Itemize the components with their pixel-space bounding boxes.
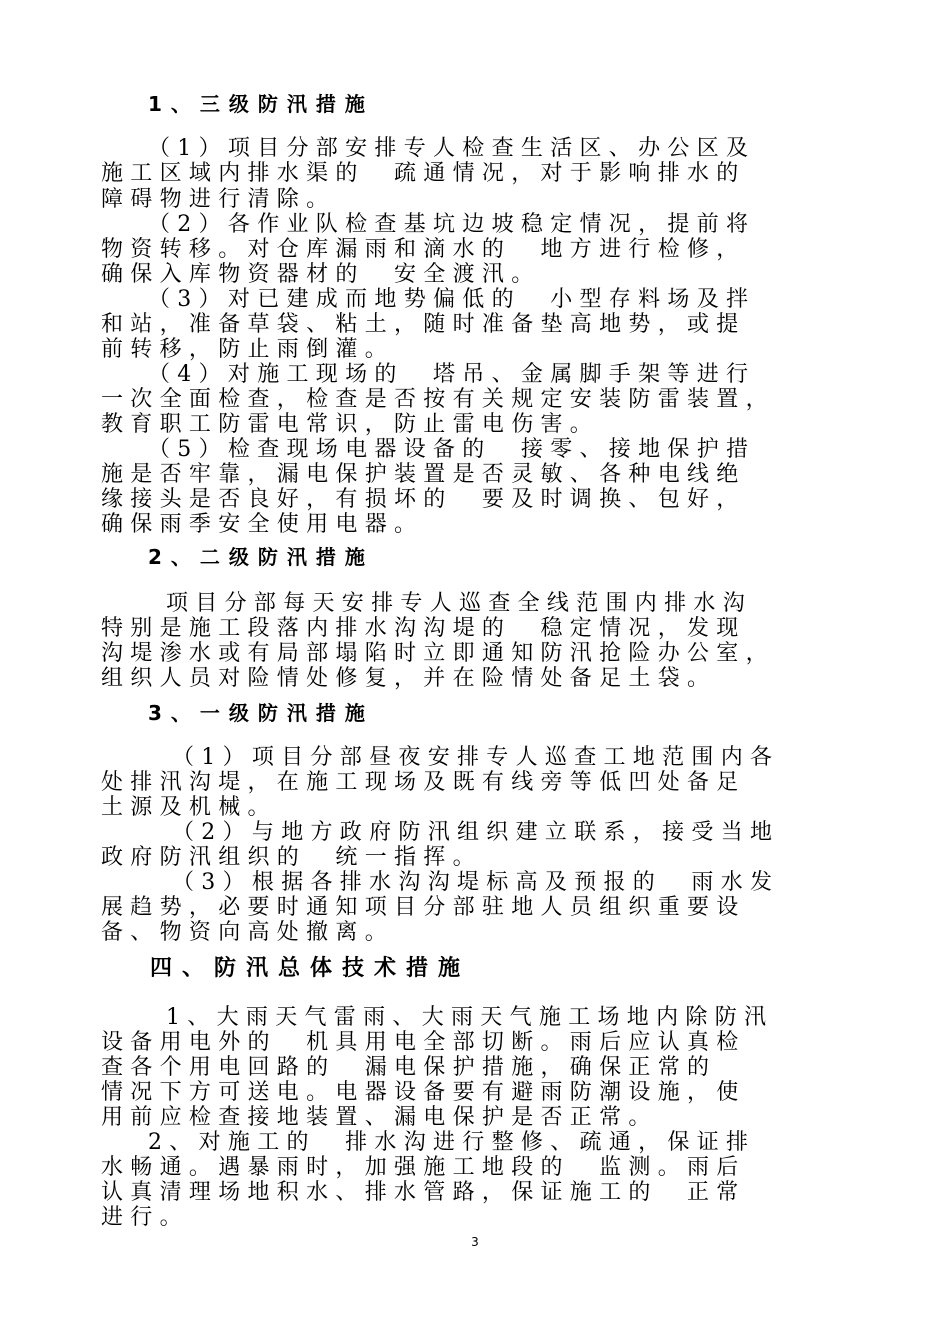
paragraph-line: 用前应检查接地装置、漏电保护是否正常。 [101, 1105, 658, 1130]
paragraph-line: 沟堤渗水或有局部塌陷时立即通知防汛抢险办公室， [101, 641, 775, 666]
paragraph-line: 一次全面检查，检查是否按有关规定安装防雷装置， [101, 387, 775, 412]
paragraph-line: 备、物资向高处撤离。 [101, 920, 395, 945]
paragraph-line: 物资转移。对仓库漏雨和滴水的 地方进行检修， [101, 237, 746, 262]
paragraph-line: 政府防汛组织的 统一指挥。 [101, 845, 482, 870]
paragraph-line: 展趋势，必要时通知项目分部驻地人员组织重要设 [101, 895, 746, 920]
paragraph-line: （1）项目分部昼夜安排专人巡查工地范围内各 [172, 745, 780, 770]
paragraph-line: 施工区域内排水渠的 疏通情况，对于影响排水的 [101, 161, 746, 186]
paragraph-line: 障碍物进行清除。 [101, 187, 336, 212]
paragraph-line: 前转移，防止雨倒灌。 [101, 337, 395, 362]
paragraph-line: 组织人员对险情处修复，并在险情处备足土袋。 [101, 666, 717, 691]
paragraph-line: 特别是施工段落内排水沟沟堤的 稳定情况，发现 [101, 616, 746, 641]
paragraph-line: 认真清理场地积水、排水管路，保证施工的 正常 [101, 1180, 746, 1205]
paragraph-line: 1、大雨天气雷雨、大雨天气施工场地内除防汛 [166, 1005, 774, 1030]
paragraph-line: 土源及机械。 [101, 795, 277, 820]
paragraph-line: 进行。 [101, 1205, 189, 1230]
paragraph-line: 水畅通。遇暴雨时，加强施工地段的 监测。雨后 [101, 1155, 746, 1180]
paragraph-line: 和站，准备草袋、粘土，随时准备垫高地势，或提 [101, 312, 746, 337]
paragraph-line: （2）各作业队检查基坑边坡稳定情况，提前将 [148, 212, 756, 237]
paragraph-line: 缘接头是否良好，有损坏的 要及时调换、包好， [101, 487, 746, 512]
paragraph-line: 施是否牢靠，漏电保护装置是否灵敏、各种电线绝 [101, 462, 746, 487]
section-heading-1: 1、三级防汛措施 [148, 92, 374, 116]
section-heading-4: 四、防汛总体技术措施 [150, 956, 471, 981]
paragraph-line: 设备用电外的 机具用电全部切断。雨后应认真检 [101, 1030, 746, 1055]
paragraph-line: 查各个用电回路的 漏电保护措施，确保正常的 [101, 1055, 717, 1080]
paragraph-line: 确保入库物资器材的 安全渡汛。 [101, 262, 541, 287]
paragraph-line: 2、对施工的 排水沟进行整修、疏通，保证排 [148, 1130, 756, 1155]
paragraph-line: 情况下方可送电。电器设备要有避雨防潮设施，使 [101, 1080, 746, 1105]
paragraph-line: （1）项目分部安排专人检查生活区、办公区及 [148, 136, 756, 161]
paragraph-line: （2）与地方政府防汛组织建立联系，接受当地 [172, 820, 780, 845]
paragraph-line: （3）根据各排水沟沟堤标高及预报的 雨水发 [172, 870, 780, 895]
paragraph-line: （5）检查现场电器设备的 接零、接地保护措 [148, 437, 756, 462]
paragraph-line: （4）对施工现场的 塔吊、金属脚手架等进行 [148, 362, 756, 387]
page-number: 3 [471, 1235, 479, 1249]
paragraph-line: 确保雨季安全使用电器。 [101, 512, 424, 537]
paragraph-line: 项目分部每天安排专人巡查全线范围内排水沟 [166, 591, 753, 616]
section-heading-3: 3、一级防汛措施 [148, 701, 374, 725]
paragraph-line: 教育职工防雷电常识，防止雷电伤害。 [101, 412, 600, 437]
section-heading-2: 2、二级防汛措施 [148, 545, 374, 569]
paragraph-line: 处排汛沟堤，在施工现场及既有线旁等低凹处备足 [101, 770, 746, 795]
paragraph-line: （3）对已建成而地势偏低的 小型存料场及拌 [148, 287, 756, 312]
